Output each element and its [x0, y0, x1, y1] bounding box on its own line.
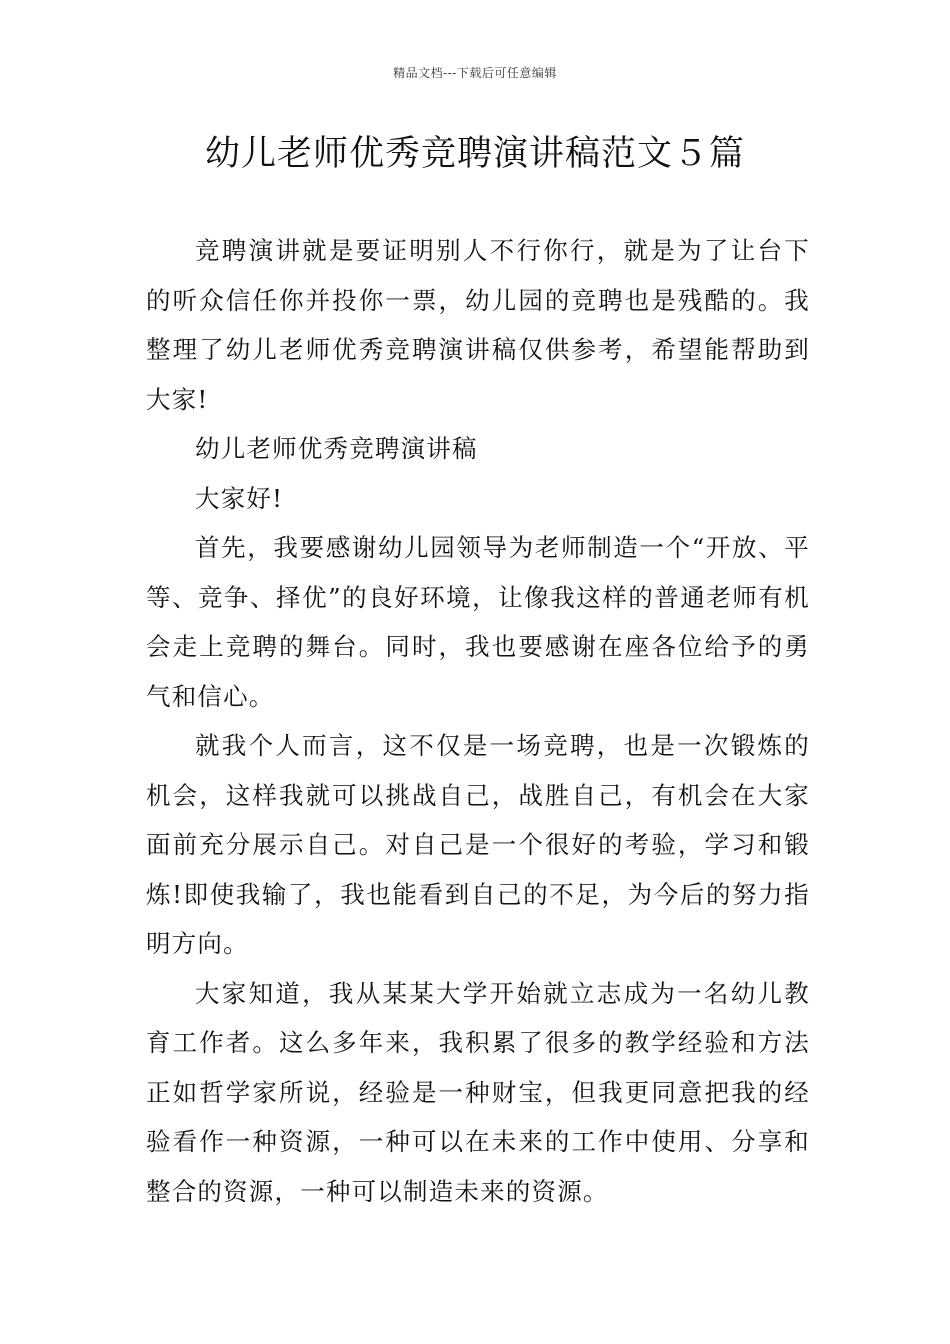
paragraph-experience: 大家知道，我从某某大学开始就立志成为一名幼儿教育工作者。这么多年来，我积累了很多的教学经验和方法正如哲学家所说，经验是一种财宝，但我更同意把我的经验看作一种资源，一种可以在未来的工作中使用、分享和整合的资源，一种可以制造未来的资源。: [146, 978, 810, 1206]
paragraph-subtitle: 幼儿老师优秀竞聘演讲稿: [195, 434, 478, 463]
paragraph-opportunity: 就我个人而言，这不仅是一场竞聘，也是一次锻炼的机会，这样我就可以挑战自己，战胜自己，有机会在大家面前充分展示自己。对自己是一个很好的考验，学习和锻炼!即使我输了，我也能看到自己的不足，为今后的努力指明方向。: [146, 731, 810, 958]
document-title: 幼儿老师优秀竞聘演讲稿范文５篇: [204, 134, 745, 174]
document-body: [146, 226, 810, 1216]
paragraph-greeting: 大家好!: [195, 483, 284, 513]
header-note: 精品文档---下载后可任意编辑: [393, 66, 557, 80]
paragraph-thanks: 首先，我要感谢幼儿园领导为老师制造一个“开放、平等、竞争、择优”的良好环境，让像我这样的普通老师有机会走上竞聘的舞台。同时，我也要感谢在座各位给予的勇气和信心。: [146, 533, 810, 711]
paragraph-intro: 竞聘演讲就是要证明别人不行你行，就是为了让台下的听众信任你并投你一票，幼儿园的竞聘也是残酷的。我整理了幼儿老师优秀竞聘演讲稿仅供参考，希望能帮助到大家!: [146, 236, 810, 414]
